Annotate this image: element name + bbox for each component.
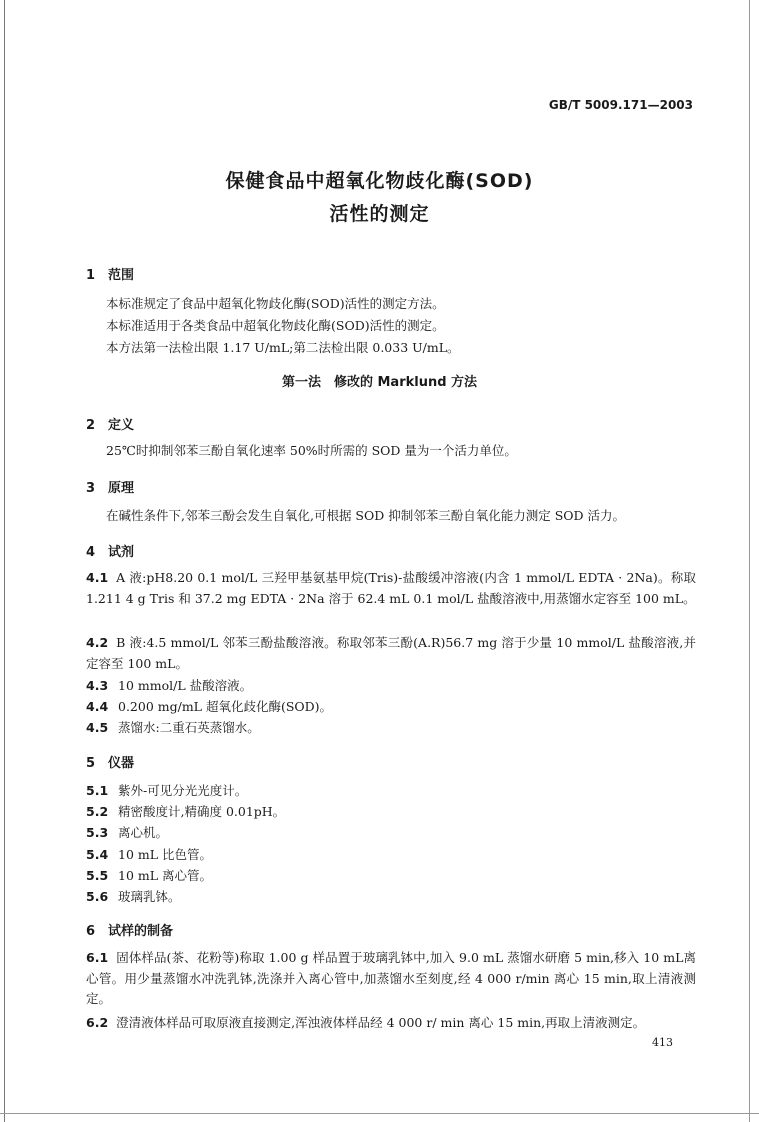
apparatus-item [86, 887, 181, 907]
section-title: 试样的制备 [108, 924, 174, 939]
section-title: 仪器 [108, 756, 135, 771]
document-title-line2: 活性的测定 [329, 203, 430, 225]
item-text: 紫外-可见分光光度计。 [118, 783, 248, 798]
apparatus-item [86, 802, 285, 822]
page-number: 413 [652, 1036, 673, 1049]
item-number: 4.3 [86, 678, 109, 693]
scope-line-2: 本标准适用于各类食品中超氧化物歧化酶(SOD)活性的测定。 [106, 318, 445, 333]
definition-text: 25℃时抑制邻苯三酚自氧化速率 50%时所需的 SOD 量为一个活力单位。 [106, 443, 517, 458]
principle-text: 在碱性条件下,邻苯三酚会发生自氧化,可根据 SOD 抑制邻苯三酚自氧化能力测定 SOD 活力。 [106, 508, 626, 523]
section-number: 1 [86, 268, 96, 283]
item-number: 4.5 [86, 720, 109, 735]
item-number: 5.3 [86, 825, 109, 840]
item-number: 5.5 [86, 868, 109, 883]
apparatus-item [86, 866, 212, 886]
reagent-item [86, 633, 696, 674]
apparatus-item [86, 823, 168, 843]
section-heading-scope [86, 264, 134, 283]
section-number: 4 [86, 545, 96, 560]
method-heading: 第一法 修改的 Marklund 方法 [281, 375, 478, 390]
section-number: 6 [86, 924, 96, 939]
item-number: 6.2 [86, 1015, 109, 1030]
sample-prep-item [86, 1013, 696, 1034]
section-title: 范围 [108, 268, 135, 283]
item-text: 10 mL 比色管。 [118, 847, 213, 862]
item-number: 4.2 [86, 635, 109, 650]
item-text: B 液:4.5 mmol/L 邻苯三酚盐酸溶液。称取邻苯三酚(A.R)56.7 mg 溶于少量 10 mmol/L 盐酸溶液,并定容至 100 mL。 [86, 635, 696, 671]
reagent-item [86, 718, 260, 738]
item-text: 精密酸度计,精确度 0.01pH。 [118, 804, 286, 819]
item-text: 玻璃乳钵。 [118, 889, 181, 904]
document-title-line1: 保健食品中超氧化物歧化酶(SOD) [225, 170, 534, 192]
section-heading-definition [86, 414, 134, 433]
page-edge-bottom [0, 1113, 759, 1114]
section-heading-principle [86, 477, 134, 496]
item-text: 澄清液体样品可取原液直接测定,浑浊液体样品经 4 000 r/ min 离心 15 min,再取上清液测定。 [116, 1015, 646, 1030]
item-text: 0.200 mg/mL 超氧化歧化酶(SOD)。 [118, 699, 333, 714]
reagent-item [86, 676, 252, 696]
section-number: 2 [86, 418, 96, 433]
section-number: 3 [86, 481, 96, 496]
item-text: 蒸馏水:二重石英蒸馏水。 [118, 720, 260, 735]
apparatus-item [86, 781, 247, 801]
section-heading-sample-prep [86, 920, 173, 939]
scope-line-3: 本方法第一法检出限 1.17 U/mL;第二法检出限 0.033 U/mL。 [106, 340, 460, 355]
standard-number: GB/T 5009.171—2003 [548, 98, 693, 112]
item-number: 5.1 [86, 783, 109, 798]
section-number: 5 [86, 756, 96, 771]
item-text: 10 mL 离心管。 [118, 868, 213, 883]
sample-prep-item [86, 948, 696, 1010]
section-heading-reagents [86, 541, 134, 560]
item-text: 10 mmol/L 盐酸溶液。 [118, 678, 253, 693]
item-text: A 液:pH8.20 0.1 mol/L 三羟甲基氨基甲烷(Tris)-盐酸缓冲溶液(内含 1 mmol/L EDTA · 2Na)。称取 1.211 4 g Tris 和 37.2 mg EDTA · 2Na 溶于 62.4 mL 0.1 mol/L 盐酸溶液中,用蒸馏水定容至 100 mL。 [86, 570, 696, 606]
section-heading-apparatus [86, 752, 134, 771]
item-number: 5.6 [86, 889, 109, 904]
section-title: 定义 [108, 418, 135, 433]
apparatus-item [86, 845, 212, 865]
item-number: 4.1 [86, 570, 109, 585]
item-text: 固体样品(茶、花粉等)称取 1.00 g 样品置于玻璃乳钵中,加入 9.0 mL 蒸馏水研磨 5 min,移入 10 mL离心管。用少量蒸馏水冲洗乳钵,洗涤并入离心管中,加蒸馏水至刻度,经 4 000 r/min 离心 15 min,取上清液测定。 [86, 950, 696, 1006]
item-number: 5.2 [86, 804, 109, 819]
item-number: 4.4 [86, 699, 109, 714]
section-title: 原理 [108, 481, 135, 496]
reagent-item [86, 697, 332, 717]
item-number: 6.1 [86, 950, 109, 965]
scope-line-1: 本标准规定了食品中超氧化物歧化酶(SOD)活性的测定方法。 [106, 296, 445, 311]
reagent-item [86, 568, 696, 609]
section-title: 试剂 [108, 545, 135, 560]
item-number: 5.4 [86, 847, 109, 862]
item-text: 离心机。 [118, 825, 169, 840]
